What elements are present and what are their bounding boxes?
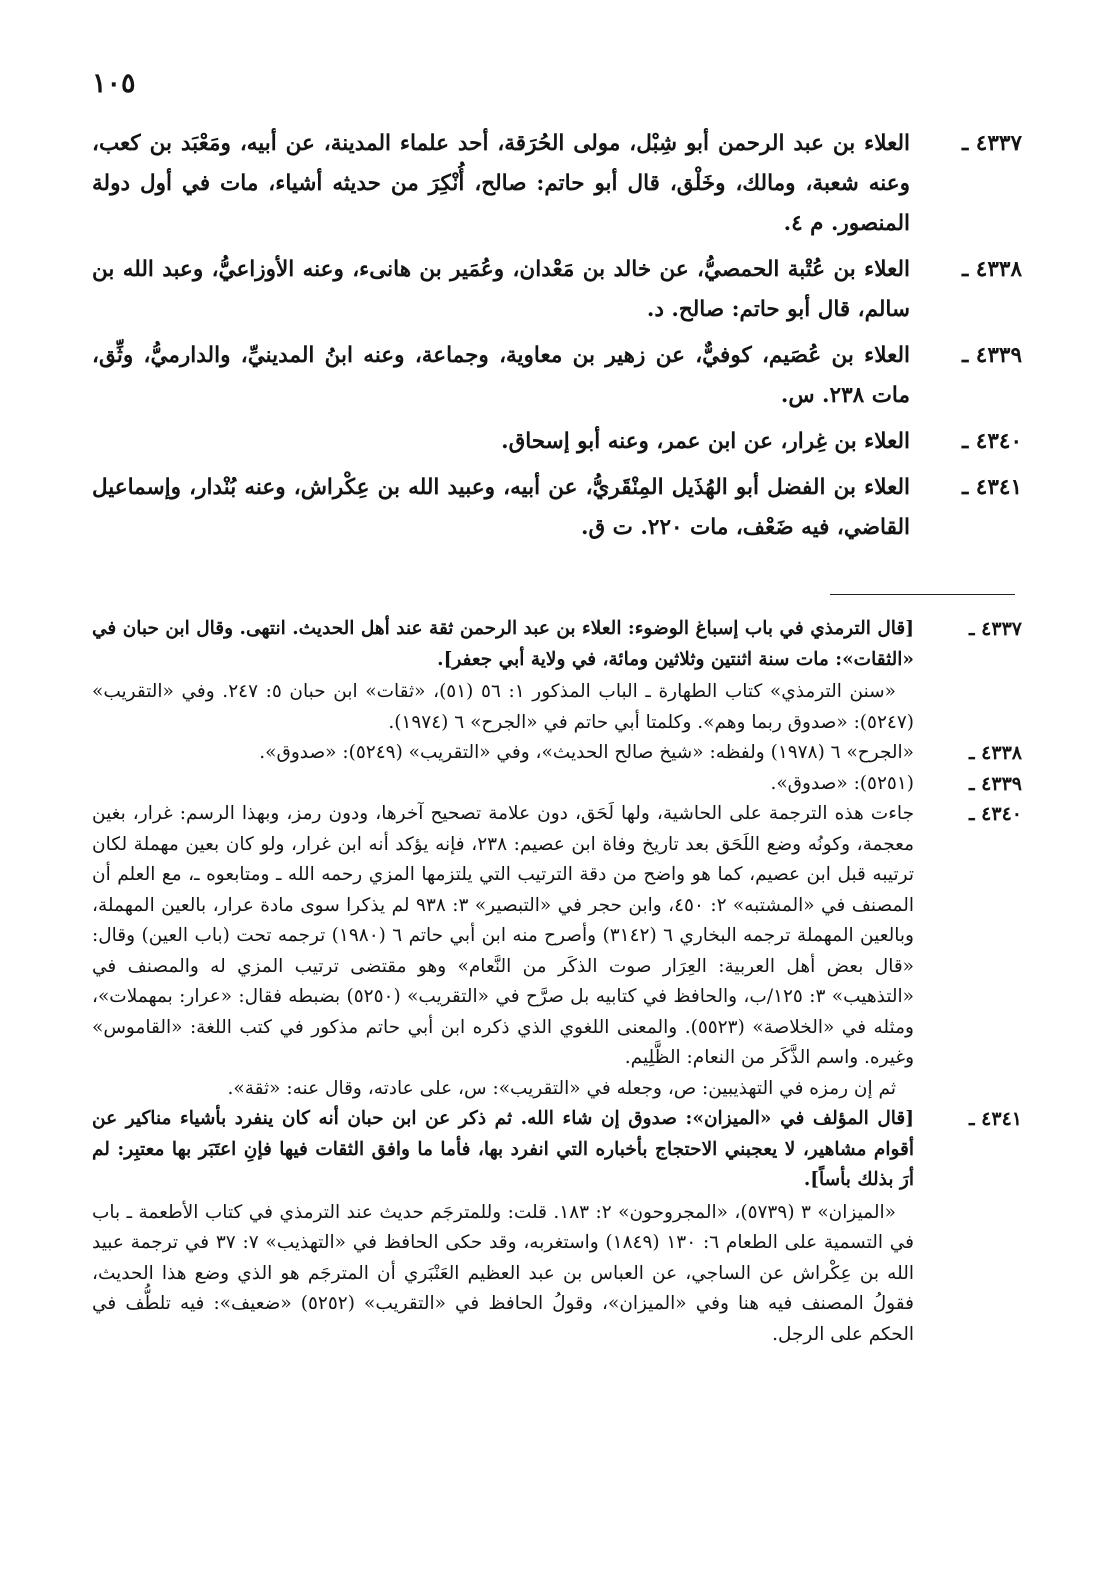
note-number: ٤٣٣٩ ـ <box>968 772 1022 795</box>
entry-4339 <box>92 336 1022 416</box>
entry-4341 <box>92 468 1022 548</box>
entry-text: العلاء بن عُتْبة الحمصيُّ، عن خالد بن مَعْدان، وعُمَير بن هانىء، وعنه الأوزاعيُّ، وعبد الله بن سالم، قال أبو حاتم: صالح. د. <box>92 257 910 322</box>
entry-text: العلاء بن الفضل أبو الهُذَيل المِنْقَريُّ، عن أبيه، وعبيد الله بن عِكْراش، وعنه بُنْدار، وإسماعيل القاضي، فيه ضَعْف، مات ٢٢٠. ت ق. <box>92 475 910 540</box>
note-4339 <box>92 769 1022 800</box>
note-text: «الجرح» ٦ (١٩٧٨) ولفظه: «شيخ صالح الحديث»، وفي «التقريب» (٥٢٤٩): «صدوق». <box>259 742 914 763</box>
footnote-divider <box>830 594 1015 595</box>
note-source: «الميزان» ٣ (٥٧٣٩)، «المجروحون» ٢: ١٨٣. قلت: وللمترجَم حديث عند الترمذي في كتاب الأطعمة ـ باب في التسمية على الطعام ٦: ١٣٠ (١٨٤٩) واستغربه، وقد حكى الحافظ في «التهذيب» ٧: ٣٧ في ترجمة عبيد الله بن عِكْراش عن الساجي، عن العباس بن عبد العظيم العَنْبَري أن المترجَم هو الذي وضع هذا الحديث، فقولُ المصنف فيه هنا وفي «الميزان»، وقولُ الحافظ في «التقريب» (٥٢٥٢) «ضعيف»: فيه تلطُّف في الحكم على الرجل. <box>92 1201 915 1345</box>
note-4340 <box>92 799 1022 1104</box>
entry-number: ٤٣٤٠ ـ <box>962 429 1022 454</box>
page-number: ١٠٥ <box>92 68 136 99</box>
entry-4338 <box>92 250 1022 330</box>
entry-number: ٤٣٤١ ـ <box>962 475 1022 500</box>
entry-text: العلاء بن عُصَيم، كوفيٌّ، عن زهير بن معاوية، وجماعة، وعنه ابنُ المدينيِّ، والدارميُّ، وثِّق، مات ٢٣٨. س. <box>92 343 910 408</box>
entry-4337 <box>92 124 1022 244</box>
entry-number: ٤٣٣٧ ـ <box>962 131 1022 156</box>
note-number: ٤٣٤١ ـ <box>968 1108 1022 1130</box>
note-source: «سنن الترمذي» كتاب الطهارة ـ الباب المذكور ١: ٥٦ (٥١)، «ثقات» ابن حبان ٥: ٢٤٧. وفي «التقريب» (٥٢٤٧): «صدوق ربما وهم». وكلمتا أبي حاتم في «الجرح» ٦ (١٩٧٤). <box>92 681 914 733</box>
note-4341 <box>92 1104 1022 1350</box>
note-quote: [قال المؤلف في «الميزان»: صدوق إن شاء الله. ثم ذكر عن ابن حبان أنه كان ينفرد بأشياء مناكير عن أقوام مشاهير، لا يعجبني الاحتجاج بأخباره التي انفرد بها، فأما ما وافق الثقات فيها فإنِ اعتَبَر بها معتبِر: لم أرَ بذلك بأساً]. <box>92 1108 914 1190</box>
note-number: ٤٣٤٠ ـ <box>968 803 1022 825</box>
footnotes <box>92 614 1022 1350</box>
note-number: ٤٣٣٧ ـ <box>968 618 1022 640</box>
entry-text: العلاء بن غِرار، عن ابن عمر، وعنه أبو إسحاق. <box>501 429 910 454</box>
note-text-continued: ثم إن رمزه في التهذيبين: ص، وجعله في «التقريب»: س، على عادته، وقال عنه: «ثقة». <box>227 1077 896 1099</box>
note-text: جاءت هذه الترجمة على الحاشية، ولها لَحَق، دون علامة تصحيح آخرها، ودون رمز، وبهذا الرسم: غرار، بغين معجمة، وكونُه وضع اللَحَق بعد تاريخ وفاة ابن عصيم: ٢٣٨، فإنه يؤكد أنه ابن غرار، ولو كان بعين مهملة لكان ترتيبه قبل ابن عصيم، كما هو واضح من دقة الترتيب التي يلتزمها المزي رحمه الله ـ ومتابعوه ـ، مع العلم أن المصنف في «المشتبه» ٢: ٤٥٠، وابن حجر في «التبصير» ٣: ٩٣٨ لم يذكرا سوى مادة عرار، بالعين المهملة، وبالعين المهملة ترجمه البخاري ٦ (٣١٤٢) وأصرح منه ابن أبي حاتم ٦ (١٩٨٠) ترجمه تحت (باب العين) وقال: «قال بعض أهل العربية: العِرَار صوت الذكَر من النَّعام» وهو مقتضى ترتيب المزي له والمصنف في «التذهيب» ٣: ١٢٥/ب، والحافظ في كتابيه بل صرَّح في «التقريب» (٥٢٥٠) بضبطه فقال: «عرار: بمهملات»، ومثله في «الخلاصة» (٥٥٢٣). والمعنى اللغوي الذي ذكره ابن أبي حاتم مذكور في كتب اللغة: «القاموس» وغيره. واسم الذَّكَر من النعام: الظَّلِيم. <box>92 803 915 1068</box>
note-4338 <box>92 738 1022 769</box>
main-text <box>92 124 1022 554</box>
note-number: ٤٣٣٨ ـ <box>968 742 1022 764</box>
entry-4340 <box>92 422 1022 462</box>
entry-number: ٤٣٣٩ ـ <box>962 343 1022 368</box>
note-text: (٥٢٥١): «صدوق». <box>770 772 914 794</box>
entry-number: ٤٣٣٨ ـ <box>962 257 1022 282</box>
note-4337 <box>92 614 1022 738</box>
entry-text: العلاء بن عبد الرحمن أبو شِبْل، مولى الحُرَقة، أحد علماء المدينة، عن أبيه، ومَعْبَد بن كعب، وعنه شعبة، ومالك، وخَلْق، قال أبو حاتم: صالح، أُنْكِرَ من حديثه أشياء، مات في أول دولة المنصور. م ٤. <box>92 131 910 236</box>
note-quote: [قال الترمذي في باب إسباغ الوضوء: العلاء بن عبد الرحمن ثقة عند أهل الحديث. انتهى. وقال ابن حبان في «الثقات»: مات سنة اثنتين وثلاثين ومائة، في ولاية أبي جعفر]. <box>92 618 914 670</box>
